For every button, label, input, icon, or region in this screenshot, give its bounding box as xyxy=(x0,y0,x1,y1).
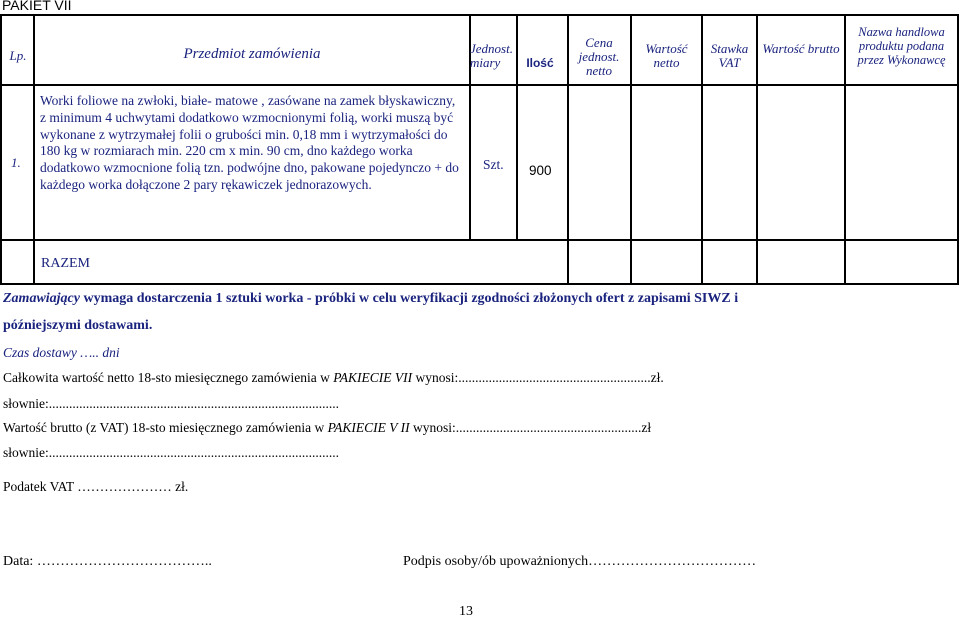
sample-requirement-line2: późniejszymi dostawami. xyxy=(3,318,153,333)
row-quantity: 900 xyxy=(529,163,552,178)
header-lp: Lp. xyxy=(9,48,27,63)
date-field: Data: ……………………………….. xyxy=(3,554,212,569)
vat-tax-line: Podatek VAT ………………… zł. xyxy=(3,479,189,494)
col-divider-unit xyxy=(516,14,518,240)
row-description: Worki foliowe na zwłoki, białe- matowe , zasówane na zamek błyskawiczny, z minimum 4 uchwytami dodatkowo wzmocnionymi folią, worki muszą być wykonane z wytrzymałej folii o grubości min. 0,18 mm i wytrzymałości do 180 kg w rozmiarach min. 220 cm x min. 90 cm, dno każdego worka dodatkowo wzmocnione folią tzn. podwójne dno, pakowane pojedynczo + do każdego worka dołączone 2 pary rękawiczek jednorazowych. xyxy=(40,93,459,192)
total-label: RAZEM xyxy=(41,256,90,271)
signature-field: Podpis osoby/ób upoważnionych……………………………… xyxy=(403,554,757,569)
gross-value-in-words: słownie:...................................................................................... xyxy=(3,445,339,460)
header-net-value: Wartość netto xyxy=(645,41,688,70)
header-vat-rate: Stawka VAT xyxy=(710,41,749,70)
row-lp: 1. xyxy=(11,155,21,170)
page-number: 13 xyxy=(459,604,473,619)
header-subject: Przedmiot zamówienia xyxy=(183,46,321,62)
row-unit: Szt. xyxy=(483,157,504,172)
sample-requirement-line1: Zamawiający wymaga dostarczenia 1 sztuki worka - próbki w celu weryfikacji zgodności złożonych ofert z zapisami SIWZ i xyxy=(3,291,739,306)
header-unit-price: Cena jednost. netto xyxy=(578,35,620,78)
net-value-line: Całkowita wartość netto 18-sto miesięcznego zamówienia w PAKIECIE VII wynosi:.........................................................zł. xyxy=(3,370,664,385)
header-qty: Ilość xyxy=(526,56,554,70)
table-bottom-border xyxy=(0,283,959,285)
delivery-time: Czas dostawy ….. dni xyxy=(3,345,120,360)
header-bottom-border xyxy=(0,84,959,86)
page-title: PAKIET VII xyxy=(2,0,72,13)
header-unit: Jednost. miary xyxy=(470,41,513,70)
header-gross-value: Wartość brutto xyxy=(762,41,840,56)
row-bottom-border xyxy=(0,239,959,241)
gross-value-line: Wartość brutto (z VAT) 18-sto miesięcznego zamówienia w PAKIECIE V II wynosi:.......................................................zł xyxy=(3,420,652,435)
table-top-border xyxy=(0,14,959,16)
header-trade-name: Nazwa handlowa produktu podana przez Wykonawcę xyxy=(857,25,946,67)
net-value-in-words: słownie:...................................................................................... xyxy=(3,396,339,411)
